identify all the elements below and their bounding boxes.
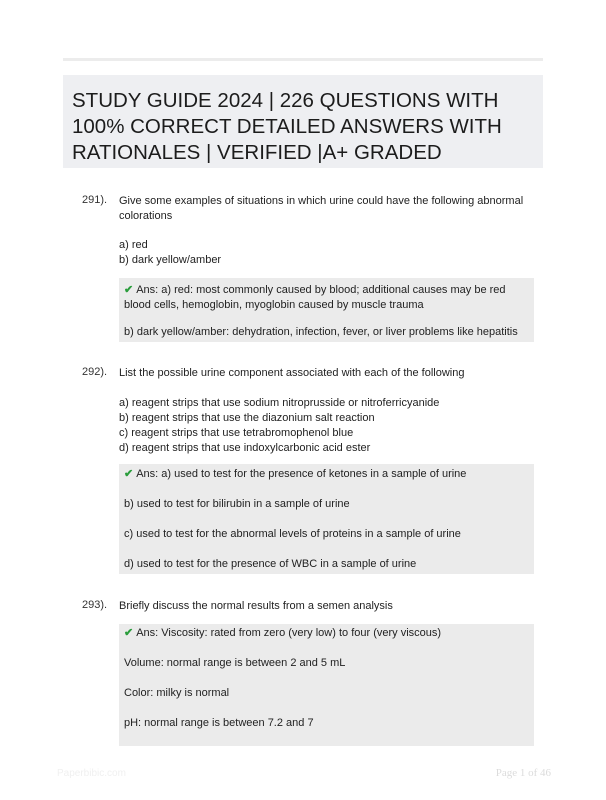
page-indicator: Page 1 of 46 (495, 767, 551, 779)
answer-line: b) dark yellow/amber: dehydration, infection, fever, or liver problems like hepatitis (124, 326, 518, 338)
check-icon: ✔ (124, 627, 134, 639)
answer-line: ✔ Ans: a) used to test for the presence of ketones in a sample of urine (124, 468, 467, 480)
answer-box (119, 464, 534, 574)
option: c) reagent strips that use tetrabromophenol blue (119, 427, 354, 439)
question-number: 293). (82, 599, 108, 611)
question-number: 292). (82, 366, 108, 378)
question-number: 291). (82, 194, 108, 206)
answer-line: ✔ Ans: a) red: most commonly caused by blood; additional causes may be red blood cells, hemoglobin, myoglobin caused by muscle trauma (124, 284, 506, 311)
answer-line: c) used to test for the abnormal levels of proteins in a sample of urine (124, 528, 461, 540)
answer-line: ✔ Ans: Viscosity: rated from zero (very low) to four (very viscous) (124, 627, 442, 639)
answer-line: d) used to test for the presence of WBC in a sample of urine (124, 558, 417, 570)
answer-box (119, 278, 534, 342)
option: b) dark yellow/amber (119, 254, 222, 266)
answer-line: b) used to test for bilirubin in a sample of urine (124, 498, 350, 510)
option: b) reagent strips that use the diazonium salt reaction (119, 412, 375, 424)
option: d) reagent strips that use indoxylcarbonic acid ester (119, 442, 371, 454)
document-title: STUDY GUIDE 2024 | 226 QUESTIONS WITH 100% CORRECT DETAILED ANSWERS WITH RATIONALES | VERIFIED |A+ GRADED (72, 89, 502, 164)
option: a) red (119, 239, 148, 251)
option: a) reagent strips that use sodium nitroprusside or nitroferricyanide (119, 397, 440, 409)
check-icon: ✔ (124, 468, 134, 480)
question-text: Briefly discuss the normal results from a semen analysis (119, 600, 393, 612)
footer-watermark: Paperbibic.com (57, 768, 126, 779)
question-text: Give some examples of situations in which urine could have the following abnormal colorations (119, 195, 524, 222)
question-text: List the possible urine component associated with each of the following (119, 367, 465, 379)
answer-line: pH: normal range is between 7.2 and 7 (124, 717, 314, 729)
check-icon: ✔ (124, 284, 134, 296)
question-options (119, 396, 439, 456)
answer-box (119, 624, 534, 746)
answer-line: Volume: normal range is between 2 and 5 mL (124, 657, 346, 669)
top-divider (63, 58, 543, 61)
question-options (119, 238, 221, 268)
title-banner (63, 75, 543, 168)
answer-line: Color: milky is normal (124, 687, 230, 699)
